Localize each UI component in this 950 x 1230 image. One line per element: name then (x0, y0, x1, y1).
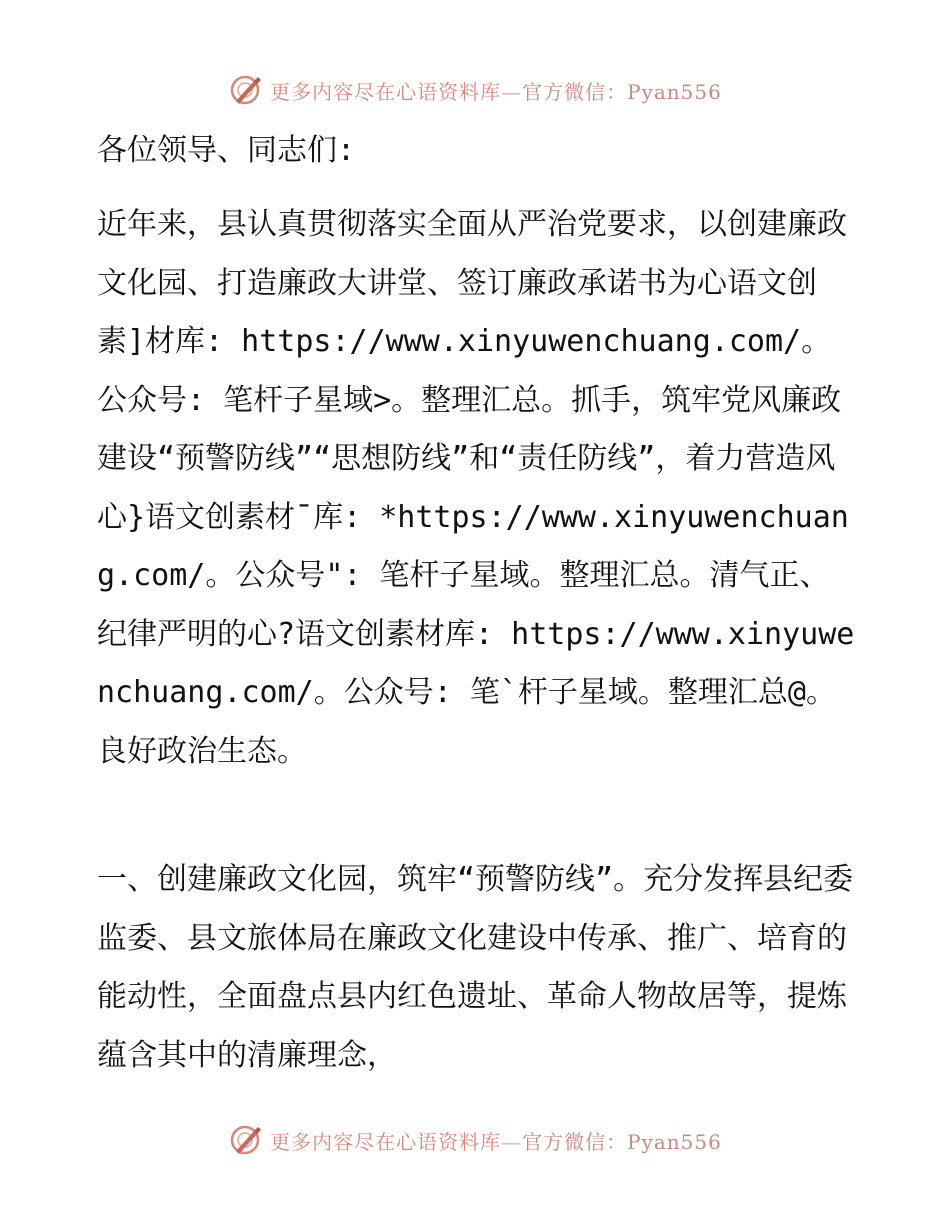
watermark-wechat: 官方微信：Pyan556 (522, 79, 722, 104)
watermark-text (270, 76, 722, 105)
watermark-wechat: 官方微信：Pyan556 (522, 1129, 722, 1154)
paragraph-1: 近年来，县认真贯彻落实全面从严治党要求，以创建廉政文化园、打造廉政大讲堂、签订廉政承诺书为心语文创素]材库: https://www.xinyuwenchuang.com/。公众号: 笔杆子星域>。整理汇总。抓手，筑牢党风廉政建设“预警防线”“思想防线”和“责任防线”，着力营造风心}语文创素材¯库: *https://www.xinyuwenchuang.com/。公众号": 笔杆子星域。整理汇总。清气正、纪律严明的心?语文创素材库: https://www.xinyuwenchuang.com/。公众号: 笔`杆子星域。整理汇总@。良好政治生态。 (97, 207, 855, 769)
pen-circle-logo-icon (228, 73, 262, 107)
footer-watermark (0, 1120, 950, 1160)
salutation: 各位领导、同志们: (97, 133, 356, 168)
pen-circle-logo-icon (228, 1123, 262, 1157)
watermark-separator: — (501, 1129, 523, 1154)
watermark-main: 更多内容尽在心语资料库 (270, 79, 502, 104)
watermark-separator: — (501, 79, 523, 104)
watermark-text (270, 1126, 722, 1155)
watermark-main: 更多内容尽在心语资料库 (270, 1129, 502, 1154)
header-watermark (0, 70, 950, 110)
paragraph-2: 一、创建廉政文化园，筑牢“预警防线”。充分发挥县纪委监委、县文旅体局在廉政文化建设中传承、推广、培育的能动性，全面盘点县内红色遗址、革命人物故居等，提炼蕴含其中的清廉理念， (97, 862, 854, 1073)
